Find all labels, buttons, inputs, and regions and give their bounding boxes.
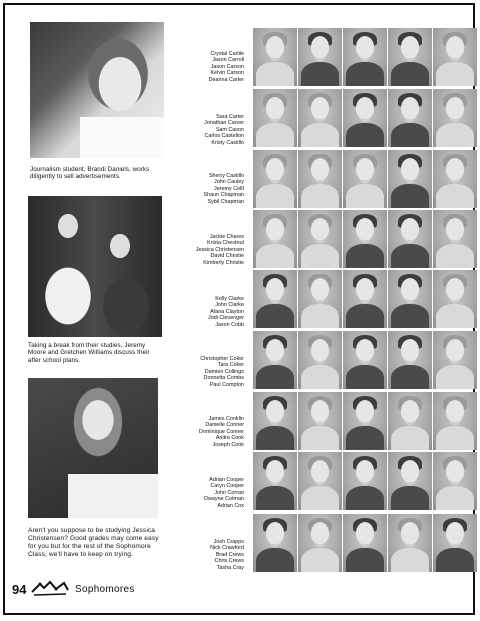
student-portrait bbox=[343, 89, 387, 147]
student-portrait bbox=[298, 452, 342, 510]
student-name: Krista Chestnut bbox=[207, 240, 244, 247]
student-name: Christopher Coker bbox=[200, 356, 244, 362]
student-name: Dwayne Cotman bbox=[204, 496, 244, 503]
student-name: Jessica Christensen bbox=[195, 246, 244, 253]
student-portrait bbox=[298, 331, 342, 389]
student-portrait bbox=[433, 392, 477, 450]
student-portrait bbox=[253, 210, 297, 268]
student-portrait bbox=[433, 452, 477, 510]
student-name: Sara Carter bbox=[216, 114, 244, 120]
student-portrait bbox=[298, 210, 342, 268]
student-portrait bbox=[433, 331, 477, 389]
student-portrait bbox=[253, 28, 297, 86]
student-name: Deanna Carter bbox=[208, 76, 244, 83]
name-list-row-8 bbox=[186, 477, 244, 509]
student-name: Jodi Clevenger bbox=[208, 315, 244, 322]
student-portrait bbox=[343, 150, 387, 208]
student-name: Nick Crawford bbox=[210, 545, 244, 552]
student-name: Dominique Conner bbox=[199, 428, 244, 435]
section-title: Sophomores bbox=[75, 584, 135, 595]
name-list-row-3 bbox=[186, 173, 244, 205]
student-name: James Conklin bbox=[208, 416, 244, 422]
student-portrait bbox=[253, 392, 297, 450]
student-portrait bbox=[253, 514, 297, 572]
student-name: Jackie Chares bbox=[209, 234, 244, 240]
student-name: Adrian Cooper bbox=[209, 477, 244, 483]
student-portrait bbox=[298, 270, 342, 328]
student-name: John Clarke bbox=[215, 302, 244, 309]
student-portrait bbox=[253, 452, 297, 510]
student-name: Jason Carroll bbox=[212, 57, 244, 64]
student-portrait bbox=[388, 331, 432, 389]
student-portrait bbox=[298, 392, 342, 450]
student-name: David Christie bbox=[210, 253, 244, 260]
student-name: Anitra Cook bbox=[215, 435, 244, 442]
name-list-row-4 bbox=[186, 234, 244, 266]
sophomores-logo-icon bbox=[30, 578, 70, 598]
student-portrait bbox=[433, 89, 477, 147]
student-name: Kelvin Carson bbox=[210, 70, 244, 77]
student-name: Brad Crews bbox=[215, 551, 244, 558]
student-portrait bbox=[298, 28, 342, 86]
student-portrait bbox=[433, 28, 477, 86]
student-name: Paul Compton bbox=[209, 381, 244, 388]
candid-photo-studying bbox=[28, 378, 158, 518]
student-portrait bbox=[253, 331, 297, 389]
student-name: Kimberly Christie bbox=[203, 259, 244, 266]
student-name: Kelly Clarke bbox=[215, 296, 244, 302]
student-name: Caryn Cooper bbox=[210, 483, 244, 490]
student-portrait bbox=[388, 514, 432, 572]
student-portrait bbox=[433, 270, 477, 328]
student-portrait bbox=[343, 210, 387, 268]
student-name: Kristy Castillo bbox=[211, 139, 244, 146]
caption-photo-3: Aren't you suppose to be studying Jessica Christensen? Good grades may come easy for you but for the rest of the Sophomore Class, we'll have to keep on trying. bbox=[28, 527, 159, 558]
student-name: Tara Coker bbox=[217, 362, 244, 369]
student-name: Josh Crapps bbox=[213, 539, 244, 545]
student-portrait bbox=[388, 28, 432, 86]
page-number: 94 bbox=[12, 582, 27, 597]
student-name: Chris Crews bbox=[214, 558, 244, 565]
student-name: Adrian Cox bbox=[217, 502, 244, 509]
student-name: Joseph Cook bbox=[212, 441, 244, 448]
name-list-row-6 bbox=[186, 356, 244, 388]
student-name: Sam Cason bbox=[215, 126, 244, 133]
student-name: Carlos Castellon bbox=[204, 133, 244, 140]
student-portrait bbox=[298, 89, 342, 147]
student-name: Sherry Castillo bbox=[208, 173, 244, 179]
student-portrait bbox=[388, 452, 432, 510]
student-name: Jonathan Carver bbox=[204, 120, 244, 127]
student-portrait bbox=[388, 89, 432, 147]
student-portrait bbox=[298, 514, 342, 572]
student-portrait bbox=[343, 331, 387, 389]
student-portrait bbox=[388, 392, 432, 450]
student-name: John Cauley bbox=[214, 179, 244, 186]
student-name: Jason Cobb bbox=[215, 321, 244, 328]
candid-photo-students bbox=[28, 196, 162, 337]
name-list-row-2 bbox=[186, 114, 244, 146]
caption-photo-2: Taking a break from their studies, Jeremy Moore and Gretchen Williams discuss their after school plans. bbox=[28, 342, 150, 364]
student-portrait bbox=[433, 210, 477, 268]
name-list-row-5 bbox=[186, 296, 244, 328]
student-portrait bbox=[253, 89, 297, 147]
student-portrait bbox=[388, 270, 432, 328]
student-portrait bbox=[433, 514, 477, 572]
student-name: Jason Carson bbox=[210, 63, 244, 70]
student-name: Jeremy Cellt bbox=[214, 185, 244, 192]
student-portrait bbox=[433, 150, 477, 208]
name-list-row-7 bbox=[186, 416, 244, 448]
name-list-row-9 bbox=[186, 539, 244, 571]
student-name: Danielle Conner bbox=[205, 422, 244, 429]
student-name: Afana Clayton bbox=[210, 308, 244, 315]
student-name: Sybil Chapman bbox=[207, 198, 244, 205]
student-name: John Corrao bbox=[214, 489, 244, 496]
student-portrait bbox=[298, 150, 342, 208]
student-portrait bbox=[253, 150, 297, 208]
student-name: Shaun Chapman bbox=[203, 192, 244, 199]
student-portrait bbox=[388, 150, 432, 208]
student-portrait bbox=[343, 514, 387, 572]
student-portrait bbox=[343, 392, 387, 450]
name-list-row-1 bbox=[186, 51, 244, 83]
student-name: Tasha Cray bbox=[216, 564, 244, 571]
student-name: Crystal Carlile bbox=[210, 51, 244, 57]
student-portrait bbox=[343, 452, 387, 510]
candid-photo-journalism bbox=[30, 22, 164, 158]
student-portrait bbox=[343, 28, 387, 86]
student-portrait bbox=[343, 270, 387, 328]
student-portrait bbox=[253, 270, 297, 328]
student-name: Donnetta Combs bbox=[203, 375, 244, 382]
student-name: Damien Collings bbox=[204, 368, 244, 375]
caption-photo-1: Journalism student, Brandi Daniels, works diligently to sell advertisements. bbox=[30, 166, 150, 181]
student-portrait bbox=[388, 210, 432, 268]
